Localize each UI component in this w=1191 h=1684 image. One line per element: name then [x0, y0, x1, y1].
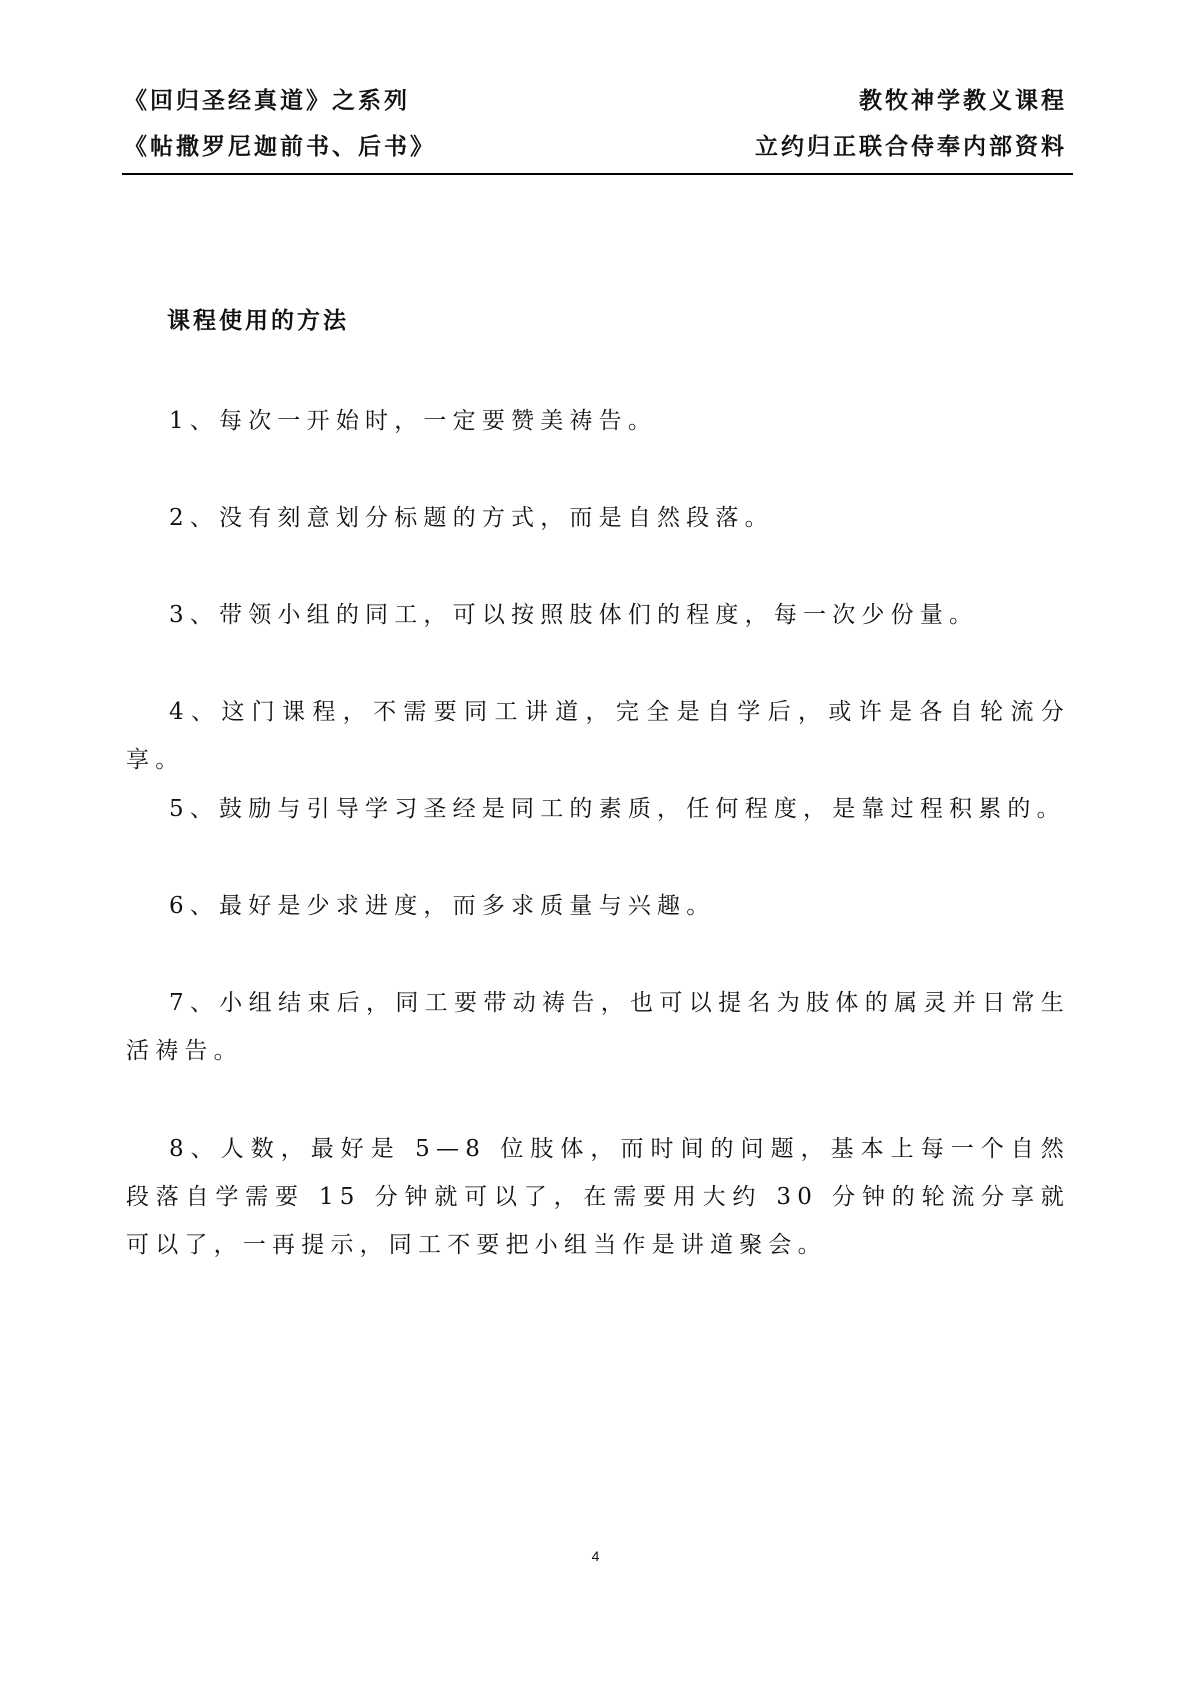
list-item: 8、人数，最好是 5—8 位肢体，而时间的问题，基本上每一个自然段落自学需要 15 分钟就可以了，在需要用大约 30 分钟的轮流分享就可以了，一再提示，同工不要把小组当作是讲道聚会。 — [126, 1136, 1070, 1258]
material-note: 立约归正联合侍奉内部资料 — [755, 134, 1067, 160]
book-title: 《帖撒罗尼迦前书、后书》 — [124, 134, 436, 160]
list-item: 6、最好是少求进度，而多求质量与兴趣。 — [169, 893, 716, 919]
list-item: 7、小组结束后，同工要带动祷告，也可以提名为肢体的属灵并日常生活祷告。 — [126, 990, 1070, 1064]
list-item: 1、每次一开始时，一定要赞美祷告。 — [169, 408, 658, 434]
course-title: 教牧神学教义课程 — [859, 88, 1067, 114]
list-item: 5、鼓励与引导学习圣经是同工的素质，任何程度，是靠过程积累的。 — [169, 796, 1066, 822]
page-number: 4 — [591, 1548, 600, 1564]
header-left — [124, 78, 436, 170]
header-right — [755, 78, 1067, 170]
series-title: 《回归圣经真道》之系列 — [124, 88, 410, 114]
header-divider — [122, 173, 1073, 175]
list-item: 2、没有刻意划分标题的方式，而是自然段落。 — [169, 505, 774, 531]
section-title: 课程使用的方法 — [167, 308, 349, 334]
list-item: 3、带领小组的同工，可以按照肢体们的程度，每一次少份量。 — [169, 602, 979, 628]
list-item: 4、这门课程，不需要同工讲道，完全是自学后，或许是各自轮流分享。 — [126, 699, 1070, 773]
